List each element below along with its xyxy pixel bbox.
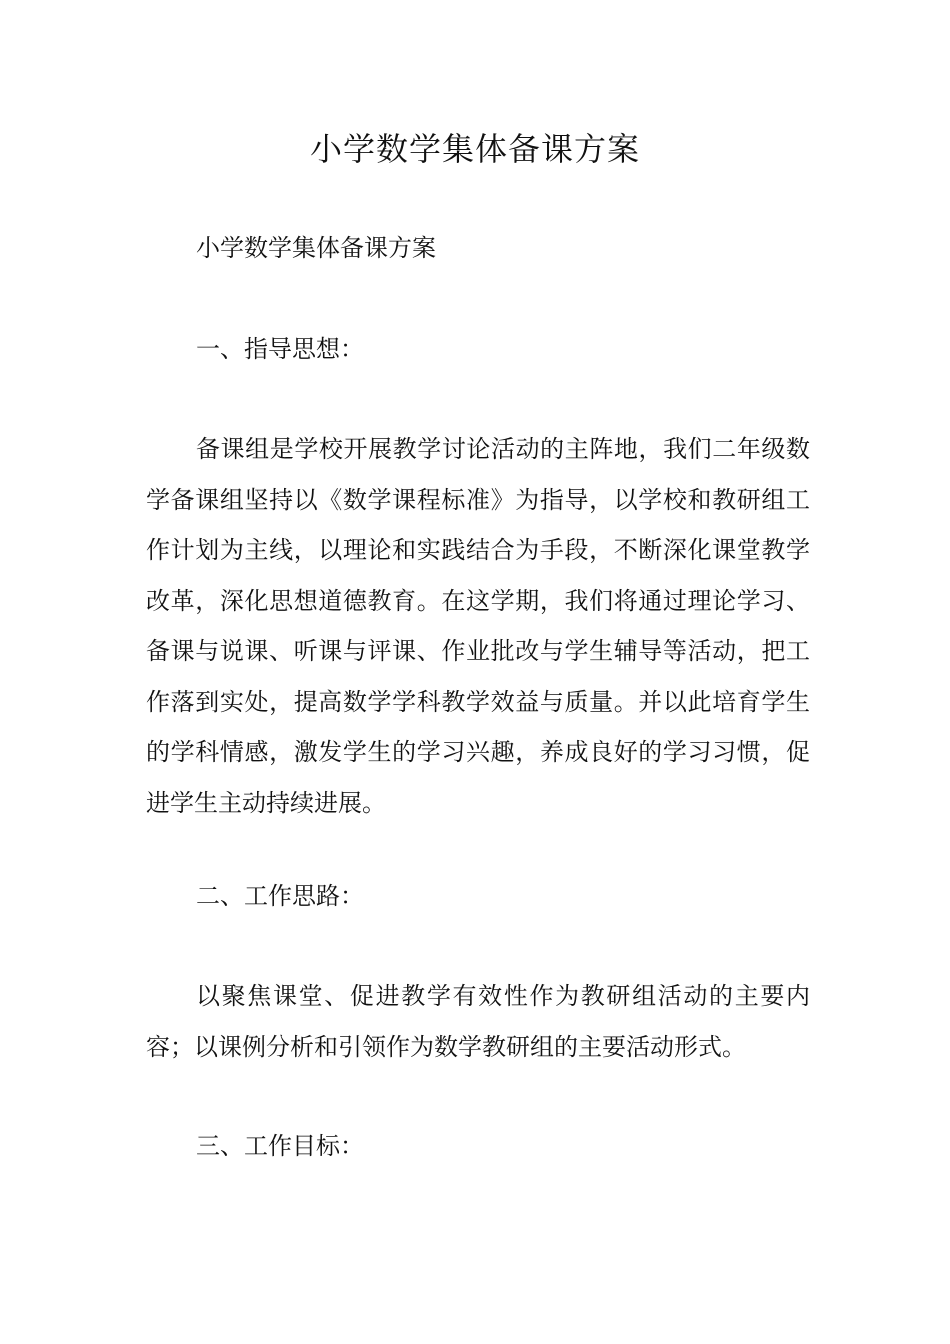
section-heading-work-approach: 二、工作思路： bbox=[196, 882, 364, 910]
document-subtitle: 小学数学集体备课方案 bbox=[196, 234, 436, 262]
section-body-guiding-ideology: 备课组是学校开展教学讨论活动的主阵地，我们二年级数学备课组坚持以《数学课程标准》为指导，以学校和教研组工作计划为主线，以理论和实践结合为手段，不断深化课堂教学改革，深化思想道德教育。在这学期，我们将通过理论学习、备课与说课、听课与评课、作业批改与学生辅导等活动，把工作落到实处，提高数学学科教学效益与质量。并以此培育学生的学科情感，激发学生的学习兴趣，养成良好的学习习惯，促进学生主动持续进展。 bbox=[146, 435, 810, 817]
section-heading-guiding-ideology: 一、指导思想： bbox=[196, 335, 364, 363]
section-body-work-approach: 以聚焦课堂、促进教学有效性作为教研组活动的主要内容；以课例分析和引领作为数学教研组的主要活动形式。 bbox=[146, 982, 810, 1061]
document-title: 小学数学集体备课方案 bbox=[309, 130, 640, 168]
section-heading-work-goals: 三、工作目标： bbox=[196, 1132, 364, 1160]
